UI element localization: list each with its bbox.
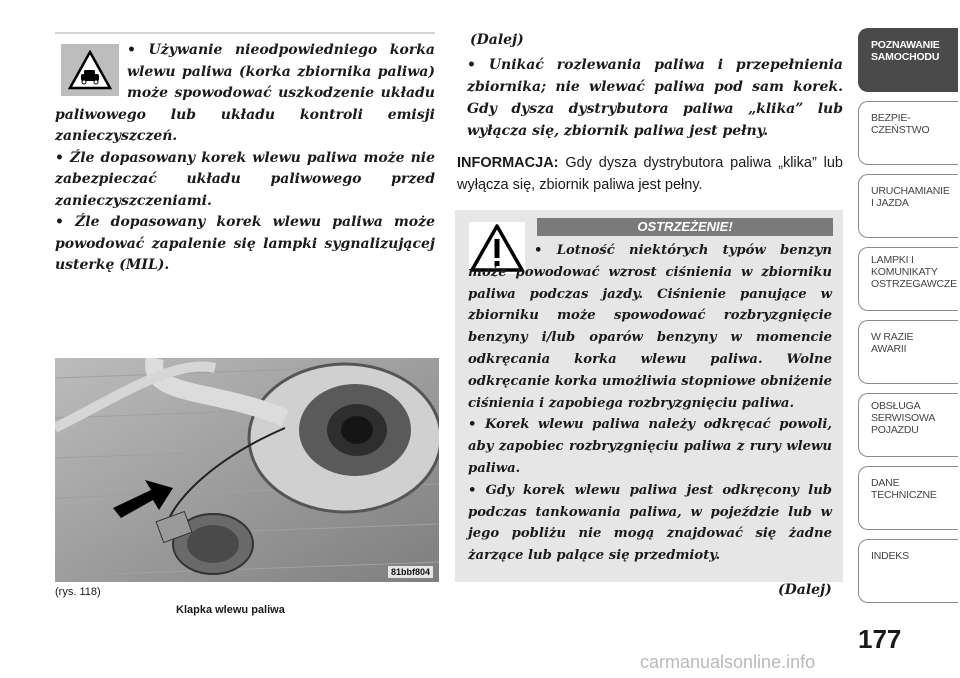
warning-line-3: może spowodować uszkodzenie układu xyxy=(127,85,435,101)
tab-label: KOMUNIKATY xyxy=(871,266,938,278)
fuel-door-figure xyxy=(55,358,439,582)
warning-para-1: • Lotność niektórych typów benzyn może powodować wzrost ciśnienia w zbiorniku paliwa podczas jazdy. Ciśnienie panujące w zbiorniku może spowodować rozbryzgnięcie benzyny i/lub oparów benzyny w momencie odkręcania korka wlewu paliwa. Wolne odkręcanie korka umożliwia stopniowe obniżenie ciśnienia i zapobiega rozbryzgnięciu paliwa. xyxy=(468,243,832,411)
tab-label: SERWISOWA xyxy=(871,412,936,424)
tab-uruchamianie-i-jazda[interactable] xyxy=(858,174,958,238)
figure-ref: (rys. 118) xyxy=(55,586,101,598)
tab-label: SAMOCHODU xyxy=(871,51,940,63)
info-label: INFORMACJA: xyxy=(457,155,559,171)
page-number: 177 xyxy=(858,624,902,654)
tab-indeks[interactable] xyxy=(858,539,958,603)
warning-panel xyxy=(455,210,843,582)
tab-label: BEZPIE- xyxy=(871,112,911,124)
warning-bullet-2: • Źle dopasowany korek wlewu paliwa może nie zabezpieczać układu paliwowego przed zanieczyszczeniami. xyxy=(55,149,435,209)
tab-w-razie-awarii[interactable] xyxy=(858,320,958,384)
warning-line-2: wlewu paliwa (korka zbiornika paliwa) xyxy=(127,63,435,80)
continued-label-top: (Dalej) xyxy=(470,32,524,48)
tab-label: LAMPKI I xyxy=(871,254,914,266)
car-skid-warning-icon xyxy=(61,44,119,96)
tab-lampki-i-komunikaty[interactable] xyxy=(858,247,958,311)
warning-para-2: • Korek wlewu paliwa należy odkręcać powoli, aby zapobiec rozbryzgnięciu paliwa z rury wlewu paliwa. xyxy=(468,417,832,476)
left-warning-block xyxy=(55,32,435,277)
warning-header: OSTRZEŻENIE! xyxy=(537,218,833,236)
figure-code: 81bbf804 xyxy=(388,566,433,578)
tab-label: POJAZDU xyxy=(871,424,919,436)
tab-label: I JAZDA xyxy=(871,197,909,209)
warning-line-4: paliwowego lub układu kontroli emisji xyxy=(55,106,435,123)
tab-label: DANE xyxy=(871,477,900,489)
warning-bullet-3: • Źle dopasowany korek wlewu paliwa może powodować zapalenie się lampki sygnalizującej usterkę (MIL). xyxy=(55,214,435,273)
continued-label-bottom: (Dalej) xyxy=(778,582,832,598)
warning-line-5: zanieczyszczeń. xyxy=(55,128,178,144)
fuel-door-photo xyxy=(55,358,439,582)
tab-label: OBSŁUGA xyxy=(871,400,921,412)
tab-label: POZNAWANIE xyxy=(871,39,940,51)
info-paragraph xyxy=(457,152,843,196)
tab-bezpieczenstwo[interactable] xyxy=(858,101,958,165)
divider xyxy=(55,32,435,34)
tab-poznawanie-samochodu[interactable] xyxy=(858,28,958,92)
tab-label: AWARII xyxy=(871,343,907,355)
watermark: carmanualsonline.info xyxy=(640,652,816,672)
tab-label: INDEKS xyxy=(871,550,909,562)
tab-label: OSTRZEGAWCZE xyxy=(871,278,957,290)
tab-label: CZEŃSTWO xyxy=(871,124,930,136)
tab-label: W RAZIE xyxy=(871,331,914,343)
right-column xyxy=(455,32,843,214)
chapter-tabs xyxy=(858,28,960,612)
tab-dane-techniczne[interactable] xyxy=(858,466,958,530)
warning-text xyxy=(468,240,832,567)
right-warning-bullet: • Unikać rozlewania paliwa i przepełnienia zbiornika; nie wlewać paliwa pod sam korek. Gdy dysza dystrybutora paliwa „klika” lub wyłącza się, zbiornik paliwa jest pełny. xyxy=(467,57,843,139)
tab-obsluga-serwisowa[interactable] xyxy=(858,393,958,457)
tab-label: TECHNICZNE xyxy=(871,489,937,501)
warning-line-1: • Używanie nieodpowiedniego korka xyxy=(127,42,435,58)
info-text: Gdy dysza dystrybutora paliwa „klika” lub wyłącza się, zbiornik paliwa jest pełny. xyxy=(457,155,843,193)
figure-caption: Klapka wlewu paliwa xyxy=(176,604,285,616)
warning-para-3: • Gdy korek wlewu paliwa jest odkręcony lub podczas tankowania paliwa, w pojeździe lub w jego pobliżu nie mogą znajdować się żadne żarzące lub palące się przedmioty. xyxy=(468,482,832,564)
tab-label: URUCHAMIANIE xyxy=(871,185,950,197)
